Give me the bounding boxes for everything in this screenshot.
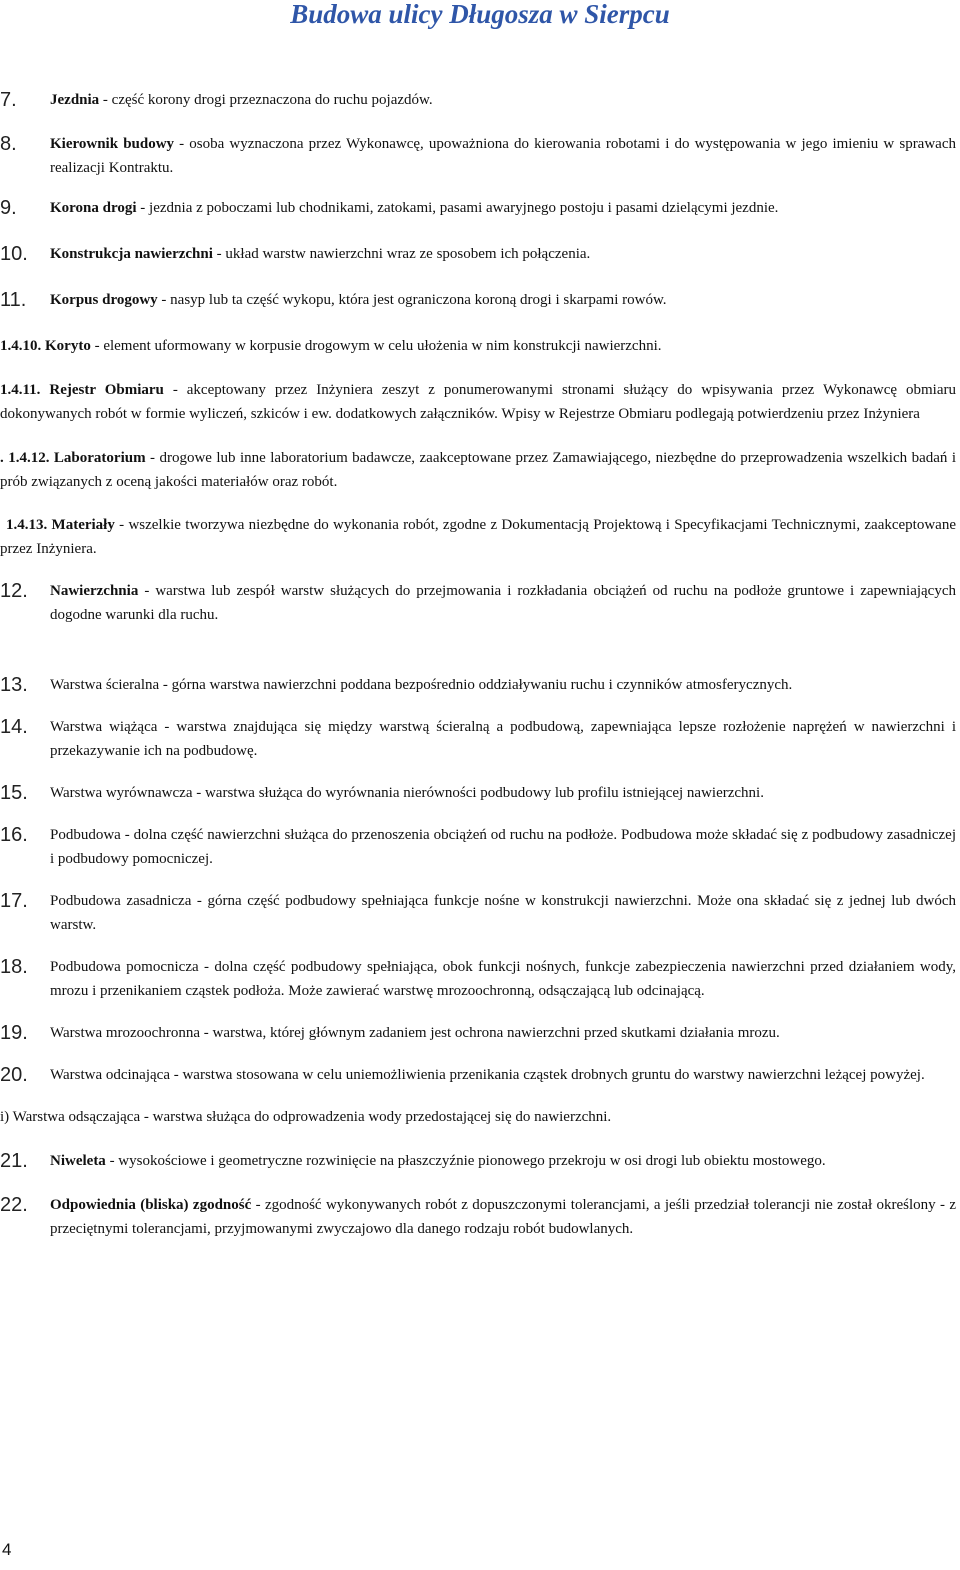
item-text: Podbudowa - dolna część nawierzchni służąca do przenoszenia obciążeń od ruchu na podłoże. Podbudowa może składać się z podbudowy zasadniczej i podbudowy pomocniczej. bbox=[50, 827, 956, 867]
item-number: 1.4.10. bbox=[0, 338, 42, 354]
definition-item bbox=[0, 715, 956, 763]
page-header bbox=[0, 0, 960, 36]
definition-item bbox=[0, 1021, 956, 1045]
item-number: 21. bbox=[0, 1150, 28, 1172]
definition-item bbox=[0, 378, 956, 426]
item-number: . 1.4.12. bbox=[0, 450, 50, 466]
item-term: Odpowiednia (bliska) zgodność bbox=[50, 1197, 252, 1213]
item-number: 1.4.11. bbox=[0, 382, 41, 398]
item-number: 11. bbox=[0, 289, 27, 311]
item-number: 18. bbox=[0, 956, 28, 978]
page-number: 4 bbox=[2, 1540, 12, 1559]
definition-item bbox=[0, 781, 956, 805]
item-number: 12. bbox=[0, 580, 28, 602]
definition-item bbox=[0, 132, 956, 180]
item-text: Warstwa wiążąca - warstwa znajdująca się między warstwą ścieralną a podbudową, zapewniająca lepsze rozłożenie naprężeń w nawierzchni i przekazywanie ich na podbudowę. bbox=[50, 719, 956, 759]
item-number: 10. bbox=[0, 243, 28, 265]
item-term: Kierownik budowy bbox=[50, 136, 175, 152]
item-text: - element uformowany w korpusie drogowym w celu ułożenia w nim konstrukcji nawierzchni. bbox=[90, 338, 662, 354]
item-text: Warstwa mrozoochronna - warstwa, której głównym zadaniem jest ochrona nawierzchni przed skutkami działania mrozu. bbox=[50, 1025, 780, 1041]
definition-item bbox=[0, 1193, 956, 1241]
item-text: - część korony drogi przeznaczona do ruchu pojazdów. bbox=[99, 92, 433, 108]
item-term: Korona drogi bbox=[50, 200, 137, 216]
item-text: - osoba wyznaczona przez Wykonawcę, upoważniona do kierowania robotami i do występowania w jego imieniu w sprawach realizacji Kontraktu. bbox=[50, 136, 956, 176]
item-term: Niweleta bbox=[50, 1153, 106, 1169]
definition-item bbox=[0, 579, 956, 627]
definition-item bbox=[0, 88, 956, 112]
definition-item bbox=[0, 1063, 956, 1087]
item-term: Korpus drogowy bbox=[50, 292, 158, 308]
definition-item bbox=[0, 288, 956, 312]
item-text: - układ warstw nawierzchni wraz ze sposobem ich połączenia. bbox=[212, 246, 591, 262]
item-number: i) bbox=[0, 1109, 10, 1125]
item-text: Warstwa ścieralna - górna warstwa nawierzchni poddana bezpośrednio oddziaływaniu ruchu i czynników atmosferycznych. bbox=[50, 677, 793, 693]
item-number: 13. bbox=[0, 674, 28, 696]
item-text: - wysokościowe i geometryczne rozwinięcie na płaszczyźnie pionowego przekroju w osi drogi lub obiektu mostowego. bbox=[105, 1153, 826, 1169]
definition-item bbox=[0, 513, 956, 561]
item-text: Podbudowa zasadnicza - górna część podbudowy spełniająca funkcje nośne w konstrukcji nawierzchni. Może ona składać się z jednej lub dwóch warstw. bbox=[50, 893, 956, 933]
item-number: 8. bbox=[0, 133, 17, 155]
item-term: Konstrukcja nawierzchni bbox=[50, 246, 213, 262]
item-text: - drogowe lub inne laboratorium badawcze, zaakceptowane przez Zamawiającego, niezbędne do przeprowadzenia wszelkich badań i prób związanych z oceną jakości materiałów oraz robót. bbox=[0, 450, 957, 490]
item-number: 20. bbox=[0, 1064, 28, 1086]
definition-item bbox=[0, 823, 956, 871]
item-number: 1.4.13. bbox=[6, 517, 48, 533]
item-term: Laboratorium bbox=[53, 450, 146, 466]
item-term: Rejestr Obmiaru bbox=[49, 382, 164, 398]
item-text: Warstwa odsączająca - warstwa służąca do odprowadzenia wody przedostającej się do nawierzchni. bbox=[9, 1109, 612, 1125]
definition-item bbox=[0, 446, 956, 494]
item-text: - wszelkie tworzywa niezbędne do wykonania robót, zgodne z Dokumentacją Projektową i Specyfikacjami Technicznymi, zaakceptowane przez Inżyniera. bbox=[0, 517, 956, 557]
item-text: Warstwa wyrównawcza - warstwa służąca do wyrównania nierówności podbudowy lub profilu istniejącej nawierzchni. bbox=[50, 785, 764, 801]
item-term: Jezdnia bbox=[50, 92, 100, 108]
item-text: Podbudowa pomocnicza - dolna część podbudowy spełniająca, obok funkcji nośnych, funkcje zabezpieczenia nawierzchni przed działaniem wody, mrozu i przenikaniem cząstek podłoża. Może zawierać warstwę mrozoochronną, odsączającą lub odcinającą. bbox=[50, 959, 956, 999]
item-text: Warstwa odcinająca - warstwa stosowana w celu uniemożliwienia przenikania cząstek drobnych gruntu do warstwy nawierzchni leżącej powyżej. bbox=[50, 1067, 925, 1083]
definition-item bbox=[0, 242, 956, 266]
item-term: Koryto bbox=[45, 338, 91, 354]
item-number: 22. bbox=[0, 1194, 28, 1216]
definition-item bbox=[0, 673, 956, 697]
item-number: 14. bbox=[0, 716, 28, 738]
definition-item bbox=[0, 889, 956, 937]
item-number: 19. bbox=[0, 1022, 28, 1044]
definition-item bbox=[0, 955, 956, 1003]
item-number: 17. bbox=[0, 890, 28, 912]
item-term: Nawierzchnia bbox=[50, 583, 139, 599]
item-term: Materiały bbox=[51, 517, 115, 533]
item-text: - nasyp lub ta część wykopu, która jest ograniczona koroną drogi i skarpami rowów. bbox=[157, 292, 667, 308]
document-title: Budowa ulicy Długosza w Sierpcu bbox=[290, 0, 670, 29]
definition-item bbox=[0, 196, 956, 220]
item-number: 15. bbox=[0, 782, 28, 804]
item-text: - zgodność wykonywanych robót z dopuszczonymi tolerancjami, a jeśli przedział tolerancji nie został określony - z przeciętnymi tolerancjami, przyjmowanymi zwyczajowo dla danego rodzaju robót budowlanych. bbox=[50, 1197, 957, 1237]
item-number: 9. bbox=[0, 197, 17, 219]
item-text: - warstwa lub zespół warstw służących do przejmowania i rozkładania obciążeń od ruchu na podłoże gruntowe i zapewniających dogodne warunki dla ruchu. bbox=[50, 583, 956, 623]
definition-item bbox=[0, 334, 956, 358]
definition-item bbox=[0, 1149, 956, 1173]
definition-item bbox=[0, 1105, 956, 1129]
document-body bbox=[0, 88, 956, 1241]
item-number: 7. bbox=[0, 89, 17, 111]
item-text: - akceptowany przez Inżyniera zeszyt z ponumerowanymi stronami służący do wpisywania przez Wykonawcę obmiaru dokonywanych robót w formie wyliczeń, szkiców i ew. dodatkowych załączników. Wpisy w Rejestrze Obmiaru podlegają potwierdzeniu przez Inżyniera bbox=[0, 382, 956, 422]
item-number: 16. bbox=[0, 824, 28, 846]
item-text: - jezdnia z poboczami lub chodnikami, zatokami, pasami awaryjnego postoju i pasami dzielącymi jezdnie. bbox=[136, 200, 779, 216]
